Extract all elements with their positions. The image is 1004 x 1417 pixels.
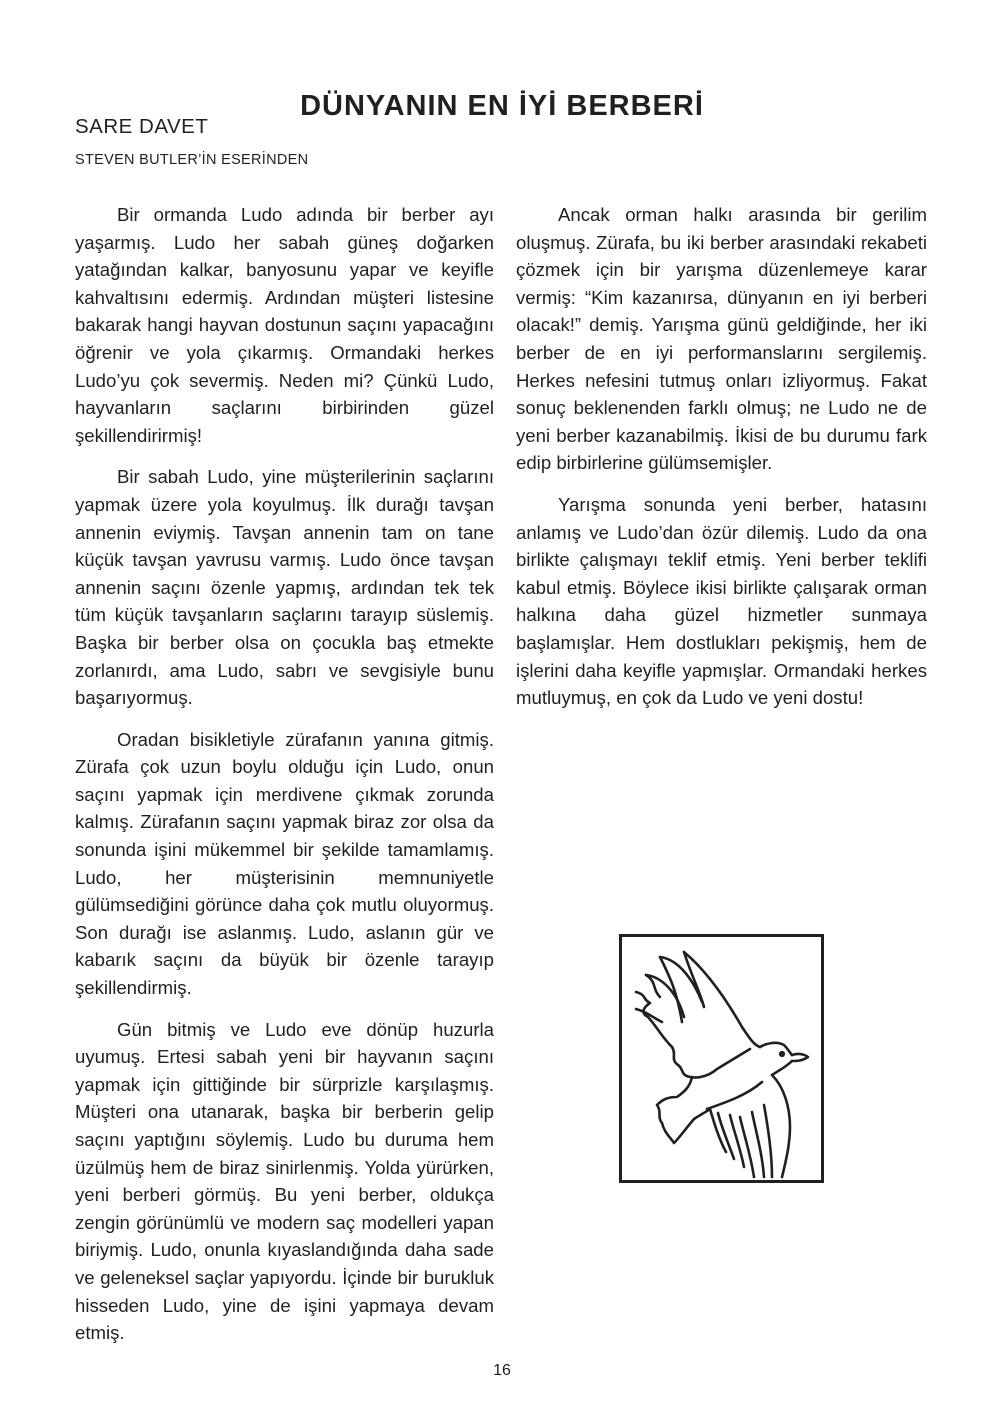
paragraph: Bir ormanda Ludo adında bir berber ayı yaşarmış. Ludo her sabah güneş doğarken yatağından kalkar, banyosunu yapar ve keyifle kahvaltısını edermiş. Ardından müşteri listesine bakarak hangi hayvan dostunun saçını yapacağını öğrenir ve yola çıkarmış. Ormandaki herkes Ludo’yu çok severmiş. Neden mi? Çünkü Ludo, hayvanların saçlarını birbirinden güzel şekillendirirmiş! [75, 204, 494, 446]
paragraph: Ancak orman halkı arasında bir gerilim oluşmuş. Zürafa, bu iki berber arasındaki rekabeti çözmek için bir yarışma düzenlemeye karar vermiş: “Kim kazanırsa, dünyanın en iyi berberi olacak!” demiş. Yarışma günü geldiğinde, her iki berber de en iyi performanslarını sergilemiş. Herkes nefesini tutmuş onları izliyormuş. Fakat sonuç beklenenden farklı olmuş; ne Ludo ne de yeni berber kazanabilmiş. İkisi de bu durumu fark edip birbirlerine gülümsemişler. [516, 204, 927, 474]
paragraph: Oradan bisikletiyle zürafanın yanına gitmiş. Zürafa çok uzun boylu olduğu için Ludo, onun saçını yapmak için merdivene çıkmak zorunda kalmış. Zürafanın saçını yapmak biraz zor olsa da sonunda işini mükemmel bir şekilde tamamlamış. Ludo, her müşterisinin memnuniyetle gülümsediğini görünce daha çok mutlu oluyormuş. Son durağı ise aslanmış. Ludo, aslanın gür ve kabarık saçını da büyük bir özenle tarayıp şekillendirmiş. [75, 728, 494, 999]
paragraph: Gün bitmiş ve Ludo eve dönüp huzurla uyumuş. Ertesi sabah yeni bir hayvanın saçını yapmak için gittiğinde bir sürprizle karşılaşmış. Müşteri ona utanarak, başka bir berberin gelip saçını yaptığını söylemiş. Ludo bu duruma hem üzülmüş hem de biraz sinirlenmiş. Yolda yürürken, yeni berberi görmüş. Bu yeni berber, oldukça zengin görünümlü ve modern saç modelleri yapan biriymiş. Ludo, onunla kıyaslandığında daha sade ve geleneksel saçlar yapıyordu. İçinde bir burukluk hisseden Ludo, yine de işini yapmaya devam etmiş. [75, 1018, 494, 1344]
author-name: SARE DAVET [75, 115, 209, 138]
right-column [516, 201, 927, 726]
title-text: DÜNYANIN EN İYİ BERBERİ [300, 90, 704, 123]
left-column [75, 201, 494, 1361]
source-credit: STEVEN BUTLER’İN ESERİNDEN [75, 152, 309, 168]
paragraph: Bir sabah Ludo, yine müşterilerinin saçlarını yapmak üzere yola koyulmuş. İlk durağı tavşan annenin eviymiş. Tavşan annenin tam on tane küçük tavşan yavrusu varmış. Ludo önce tavşan annenin saçını özenle yapmış, ardından tek tek tüm küçük tavşanların saçlarını tarayıp süslemiş. Başka bir berber olsa on çocukla baş etmekte zorlanırdı, ama Ludo, sabrı ve sevgisiyle bunu başarıyormuş. [75, 466, 494, 709]
bird-illustration-frame [619, 934, 824, 1183]
paragraph: Yarışma sonunda yeni berber, hatasını anlamış ve Ludo’dan özür dilemiş. Ludo da ona birlikte çalışmayı teklif etmiş. Yeni berber teklifi kabul etmiş. Böylece ikisi birlikte çalışarak orman halkına daha güzel hizmetler sunmaya başlamışlar. Hem dostlukları pekişmiş, hem de işlerini daha keyifle yapmışlar. Ormandaki herkes mutluymuş, en çok da Ludo ve yeni dostu! [516, 493, 927, 709]
flying-bird-icon [622, 937, 821, 1180]
page-number: 16 [493, 1362, 511, 1379]
